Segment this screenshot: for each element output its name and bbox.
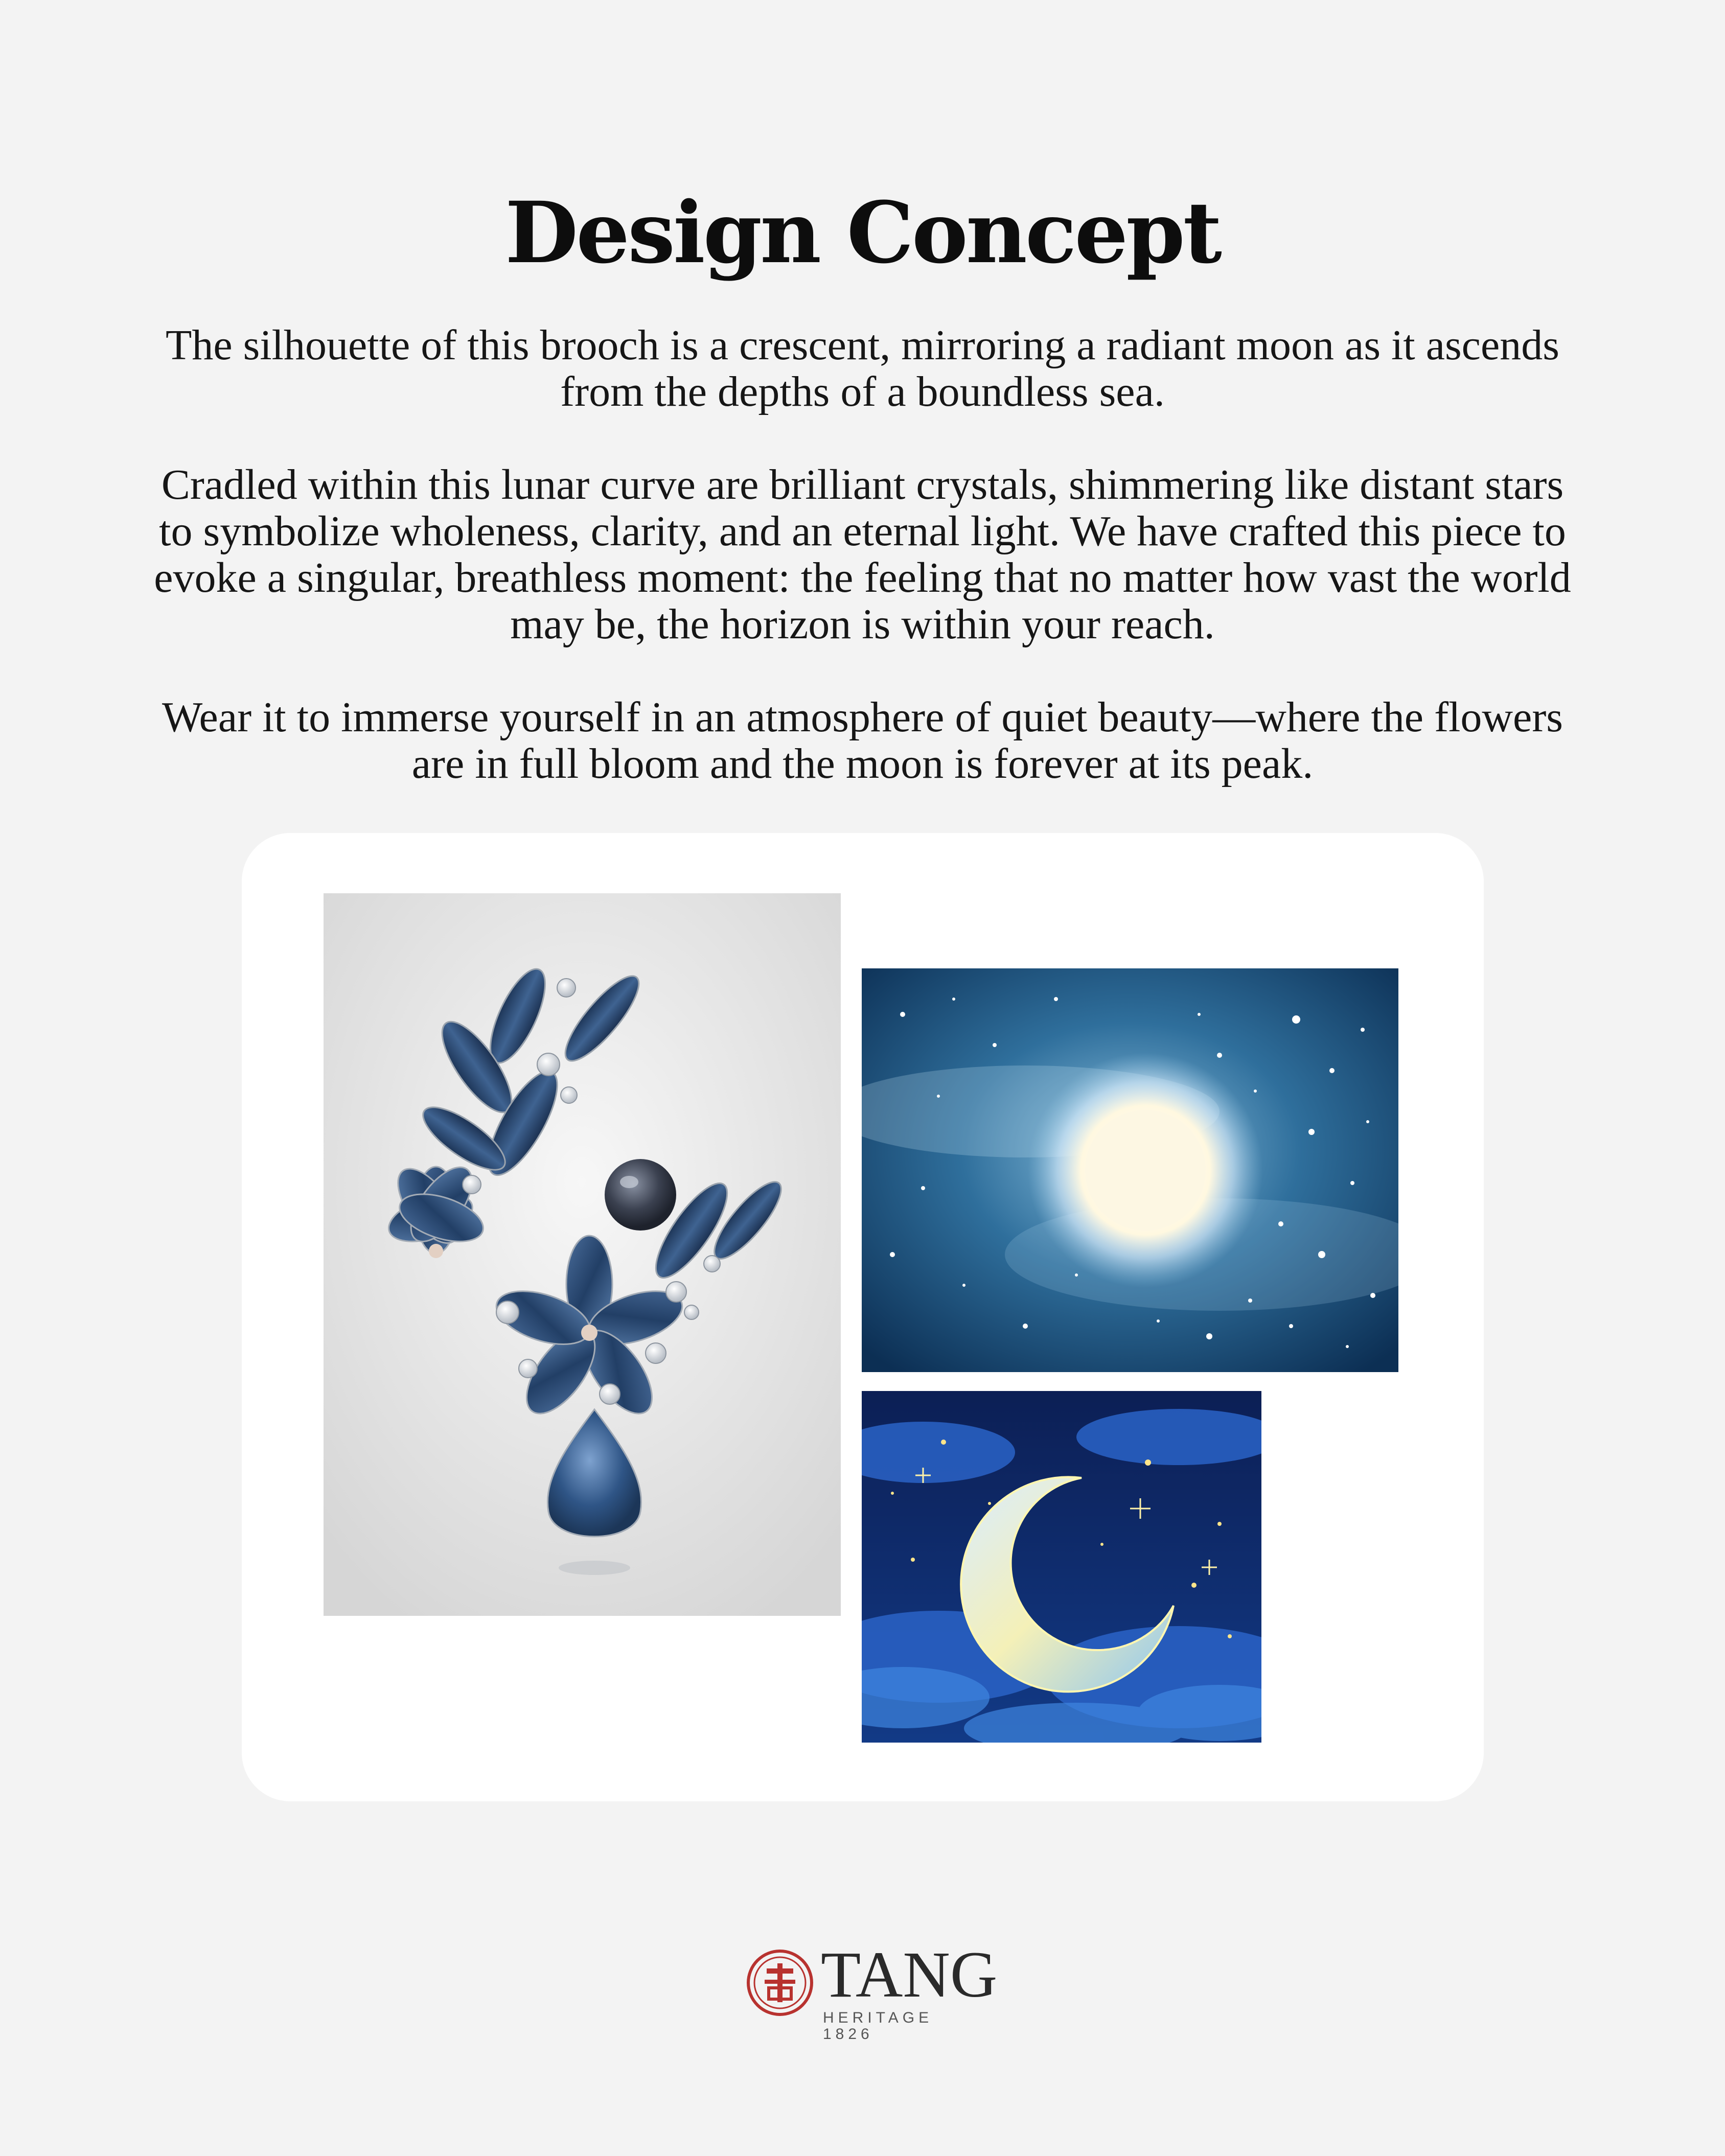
red-seal-icon [745, 1948, 815, 2018]
crescent-image [862, 1391, 1261, 1743]
brand-name: TANG [821, 1938, 998, 2011]
brooch-image [324, 893, 841, 1616]
image-collage-card [242, 833, 1484, 1801]
design-description [153, 322, 1572, 833]
paragraph-crystals: Cradled within this lunar curve are brilliant crystals, shimmering like distant stars to symbolize wholeness, clarity, and an eternal light. We have crafted this piece to evoke a singular, breathless moment: the feeling that no matter how vast the world may be, the horizon is within your reach. [154, 461, 1571, 648]
brand-logo [745, 1938, 998, 2043]
brand-tagline: HERITAGE 1826 [823, 2009, 933, 2043]
page-title: Design Concept [505, 183, 1220, 282]
brooch-photo [324, 893, 841, 1616]
paragraph-wear: Wear it to immerse yourself in an atmosphere of quiet beauty—where the flowers are in full bloom and the moon is forever at its peak. [162, 693, 1563, 787]
paragraph-silhouette: The silhouette of this brooch is a crescent, mirroring a radiant moon as it ascends from the depths of a boundless sea. [166, 321, 1559, 415]
crescent-moon-illustration [862, 1391, 1261, 1743]
moon-image [862, 968, 1398, 1372]
full-moon-photo [862, 968, 1398, 1372]
